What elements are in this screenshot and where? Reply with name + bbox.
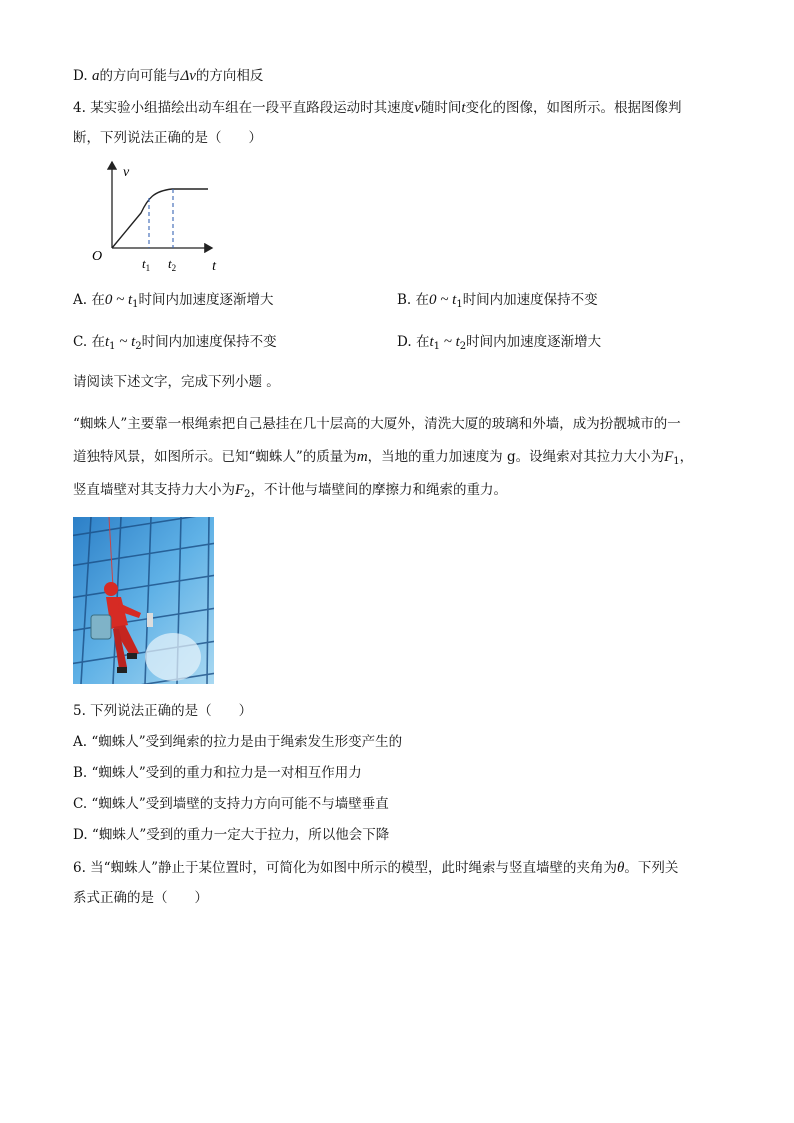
q4-option-d[interactable]: D. 在$t_1$ ~ $t_2$时间内加速度逐渐增大 bbox=[397, 334, 602, 352]
q5-stem: 5. 下列说法正确的是（ ） bbox=[73, 703, 253, 719]
velocity-curve bbox=[112, 189, 208, 248]
origin-label: O bbox=[92, 249, 103, 264]
t2-tick-label: $t_2$ bbox=[168, 256, 177, 273]
prev-option-d: D. a的方向可能与Δv的方向相反 bbox=[73, 68, 264, 84]
q5-option-c[interactable]: C. “蜘蛛人”受到墙壁的支持力方向可能不与墙壁垂直 bbox=[73, 796, 389, 812]
q6-stem-line1: 6. 当“蜘蛛人”静止于某位置时，可简化为如图中所示的模型，此时绳索与竖直墙壁的夹角为θ。下列关 bbox=[73, 860, 679, 876]
q5-option-d[interactable]: D. “蜘蛛人”受到的重力一定大于拉力，所以他会下降 bbox=[73, 827, 390, 843]
passage-line1: “蜘蛛人”主要靠一根绳索把自己悬挂在几十层高的大厦外，清洗大厦的玻璃和外墙，成为扮靓城市的一 bbox=[73, 416, 681, 432]
q4-option-b[interactable]: B. 在0 ~ $t_1$时间内加速度保持不变 bbox=[397, 292, 598, 310]
passage-line3: 竖直墙壁对其支持力大小为$F_2$，不计他与墙壁间的摩擦力和绳索的重力。 bbox=[73, 482, 508, 500]
velocity-time-graph bbox=[88, 158, 218, 276]
q5-option-a[interactable]: A. “蜘蛛人”受到绳索的拉力是由于绳索发生形变产生的 bbox=[73, 734, 403, 750]
q4-stem-line1: 4. 某实验小组描绘出动车组在一段平直路段运动时其速度v随时间t变化的图像，如图所示。根据图像判 bbox=[73, 100, 682, 116]
q4-option-a[interactable]: A. 在0 ~ $t_1$时间内加速度逐渐增大 bbox=[73, 292, 274, 310]
passage-intro: 请阅读下述文字，完成下列小题 。 bbox=[73, 374, 280, 390]
q6-stem-line2: 系式正确的是（ ） bbox=[73, 890, 208, 906]
q4-option-c[interactable]: C. 在$t_1$ ~ $t_2$时间内加速度保持不变 bbox=[73, 334, 277, 352]
spiderman-window-cleaner-photo bbox=[73, 517, 214, 684]
x-axis-label: t bbox=[212, 259, 216, 274]
q5-option-b[interactable]: B. “蜘蛛人”受到的重力和拉力是一对相互作用力 bbox=[73, 765, 362, 781]
y-axis-label: v bbox=[123, 165, 130, 180]
t1-tick-label: $t_1$ bbox=[142, 256, 151, 273]
passage-line2: 道独特风景，如图所示。已知“蜘蛛人”的质量为m，当地的重力加速度为 g。设绳索对其拉力大小为$F_1$， bbox=[73, 449, 694, 467]
q4-stem-line2: 断，下列说法正确的是（ ） bbox=[73, 130, 262, 146]
